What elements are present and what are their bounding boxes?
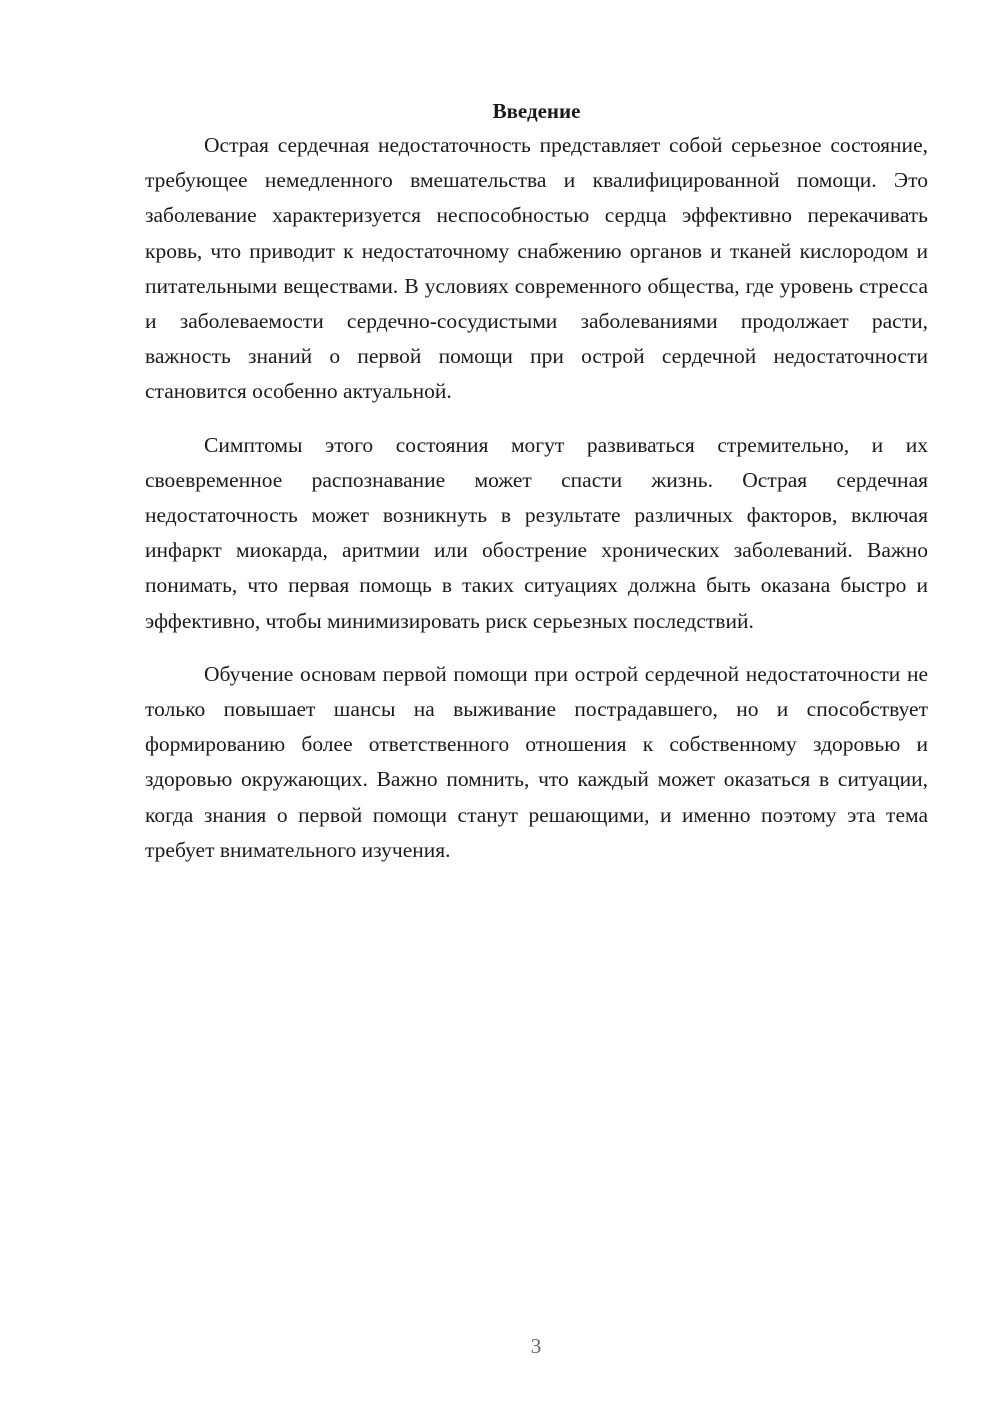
paragraph-1: Острая сердечная недостаточность представляет собой серьезное состояние, требующее немедленного вмешательства и квалифицированной помощи. Это заболевание характеризуется неспособностью сердца эффективно перекачивать кровь, что приводит к недостаточному снабжению органов и тканей кислородом и питательными веществами. В условиях современного общества, где уровень стресса и заболеваемости сердечно-сосудистыми заболеваниями продолжает расти, важность знаний о первой помощи при острой сердечной недостаточности становится особенно актуальной. (145, 133, 928, 404)
section-title: Введение (492, 99, 581, 123)
page-content (145, 96, 928, 868)
paragraph-2: Симптомы этого состояния могут развиваться стремительно, и их своевременное распознавание может спасти жизнь. Острая сердечная недостаточность может возникнуть в результате различных факторов, включая инфаркт миокарда, аритмии или обострение хронических заболеваний. Важно понимать, что первая помощь в таких ситуациях должна быть оказана быстро и эффективно, чтобы минимизировать риск серьезных последствий. (145, 432, 928, 633)
paragraph-3: Обучение основам первой помощи при острой сердечной недостаточности не только повышает шансы на выживание пострадавшего, но и способствует формированию более ответственного отношения к собственному здоровью и здоровью окружающих. Важно помнить, что каждый может оказаться в ситуации, когда знания о первой помощи станут решающими, и именно поэтому эта тема требует внимательного изучения. (145, 661, 928, 862)
page-number: 3 (530, 1334, 542, 1358)
